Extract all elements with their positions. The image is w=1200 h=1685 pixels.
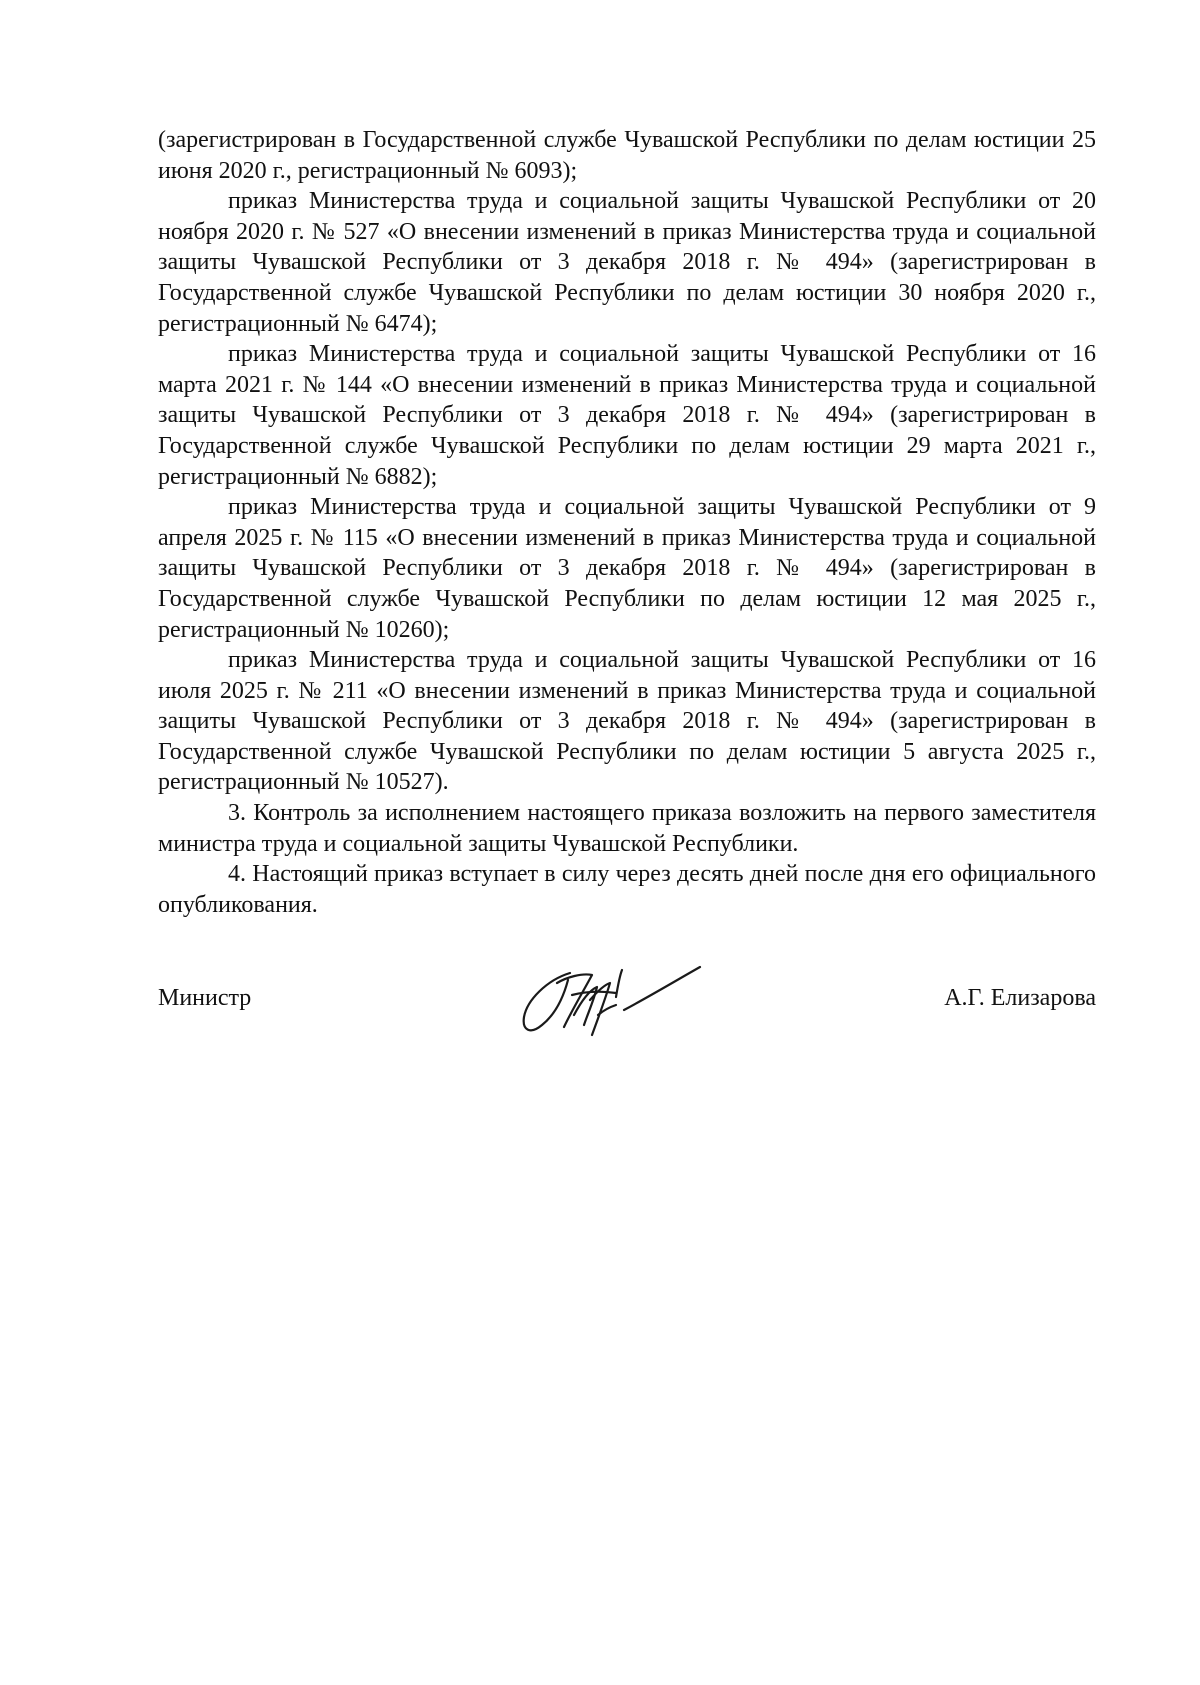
paragraph-item-4-effective: 4. Настоящий приказ вступает в силу через десять дней после дня его официального опубликования. — [158, 861, 1096, 918]
handwritten-signature — [512, 955, 712, 1055]
paragraph-registration-continuation: (зарегистрирован в Государственной службе Чувашской Республики по делам юстиции 25 июня 2020 г., регистрационный № 6093); — [158, 127, 1096, 184]
document-body — [158, 125, 1096, 920]
paragraph-order-144: приказ Министерства труда и социальной защиты Чувашской Республики от 16 марта 2021 г. № 144 «О внесении изменений в приказ Министерства труда и социальной защиты Чувашской Республики от 3 декабря 2018 г. № 494» (зарегистрирован в Государственной службе Чувашской Республики по делам юстиции 29 марта 2021 г., регистрационный № 6882); — [158, 341, 1096, 490]
paragraph-order-211: приказ Министерства труда и социальной защиты Чувашской Республики от 16 июля 2025 г. № 211 «О внесении изменений в приказ Министерства труда и социальной защиты Чувашской Республики от 3 декабря 2018 г. № 494» (зарегистрирован в Государственной службе Чувашской Республики по делам юстиции 5 августа 2025 г., регистрационный № 10527). — [158, 647, 1096, 796]
paragraph-item-3-control: 3. Контроль за исполнением настоящего приказа возложить на первого заместителя министра труда и социальной защиты Чувашской Республики. — [158, 800, 1096, 857]
signatory-title: Министр — [158, 985, 252, 1011]
paragraph-order-115: приказ Министерства труда и социальной защиты Чувашской Республики от 9 апреля 2025 г. № 115 «О внесении изменений в приказ Министерства труда и социальной защиты Чувашской Республики от 3 декабря 2018 г. № 494» (зарегистрирован в Государственной службе Чувашской Республики по делам юстиции 12 мая 2025 г., регистрационный № 10260); — [158, 494, 1096, 643]
signatory-name: А.Г. Елизарова — [944, 985, 1096, 1011]
paragraph-order-527: приказ Министерства труда и социальной защиты Чувашской Республики от 20 ноября 2020 г. № 527 «О внесении изменений в приказ Министерства труда и социальной защиты Чувашской Республики от 3 декабря 2018 г. № 494» (зарегистрирован в Государственной службе Чувашской Республики по делам юстиции 30 ноября 2020 г., регистрационный № 6474); — [158, 188, 1096, 337]
